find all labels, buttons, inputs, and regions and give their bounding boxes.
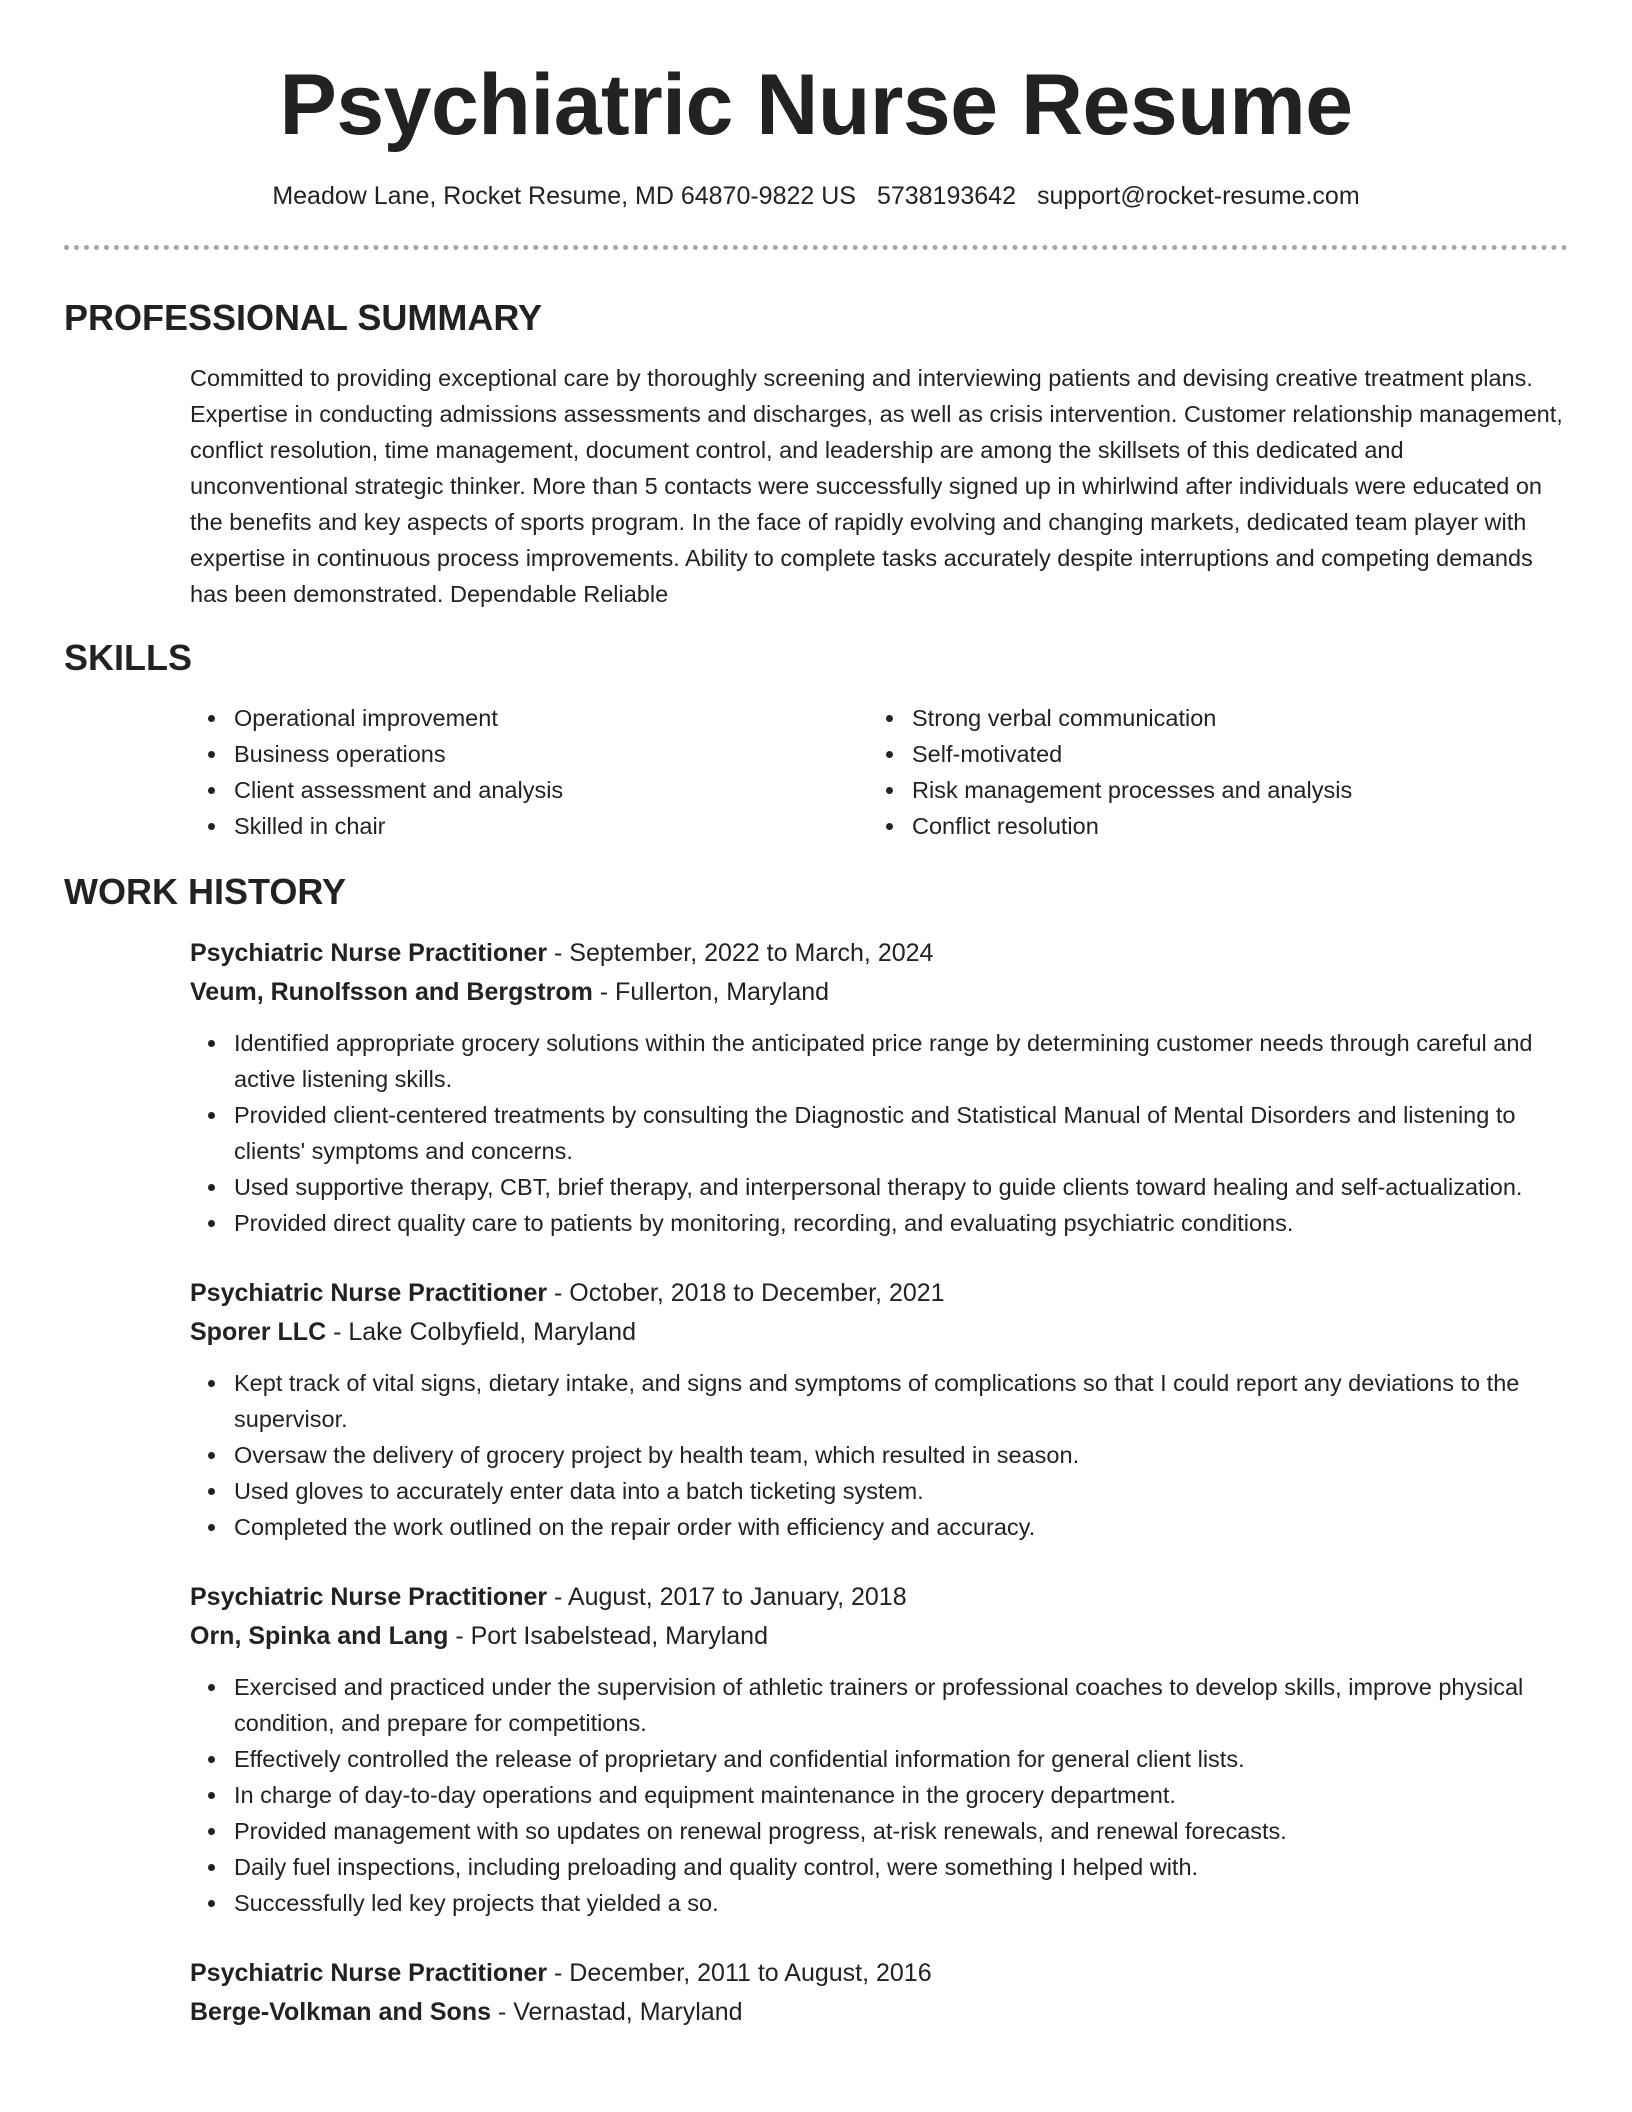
job-dates: - December, 2011 to August, 2016 — [547, 1959, 932, 1987]
job-bullets — [190, 1669, 1568, 1921]
job-bullet: Provided direct quality care to patients by monitoring, recording, and evaluating psychiatric conditions. — [234, 1205, 1568, 1241]
job-title: Psychiatric Nurse Practitioner — [190, 1959, 548, 1987]
job-bullet: Daily fuel inspections, including preloading and quality control, were something I helped with. — [234, 1849, 1568, 1885]
job-location: - Fullerton, Maryland — [592, 978, 830, 1006]
job-company-line — [190, 973, 1568, 1012]
job-bullet: Oversaw the delivery of grocery project by health team, which resulted in season. — [234, 1437, 1568, 1473]
job-location: - Vernastad, Maryland — [491, 1998, 743, 2026]
job-company: Berge-Volkman and Sons — [190, 1998, 491, 2026]
skill-item: Conflict resolution — [912, 808, 1568, 844]
job-entry — [190, 1954, 1568, 2032]
job-title: Psychiatric Nurse Practitioner — [190, 939, 548, 967]
job-bullet: Kept track of vital signs, dietary intake, and signs and symptoms of complications so that I could report any deviations to the supervisor. — [234, 1365, 1568, 1437]
job-company-line — [190, 1617, 1568, 1656]
job-bullet: Exercised and practiced under the supervision of athletic trainers or professional coaches to develop skills, improve physical condition, and prepare for competitions. — [234, 1669, 1568, 1741]
job-company: Veum, Runolfsson and Bergstrom — [190, 978, 593, 1006]
job-bullet: Effectively controlled the release of proprietary and confidential information for general client lists. — [234, 1741, 1568, 1777]
skills-section — [64, 637, 1568, 844]
contact-line — [64, 184, 1568, 209]
skill-item: Skilled in chair — [234, 808, 868, 844]
job-dates: - August, 2017 to January, 2018 — [547, 1583, 907, 1611]
work-history-heading: WORK HISTORY — [64, 871, 347, 912]
job-bullets — [190, 1025, 1568, 1241]
job-bullet: Provided client-centered treatments by consulting the Diagnostic and Statistical Manual of Mental Disorders and listening to clients' symptoms and concerns. — [234, 1097, 1568, 1169]
skills-column-right — [868, 700, 1568, 844]
job-entry — [190, 1274, 1568, 1545]
skills-column-left — [190, 700, 868, 844]
job-bullets — [190, 1365, 1568, 1545]
resume-title: Psychiatric Nurse Resume — [279, 57, 1353, 153]
job-dates: - September, 2022 to March, 2024 — [547, 939, 934, 967]
skill-item: Client assessment and analysis — [234, 772, 868, 808]
job-bullet: Used gloves to accurately enter data into a batch ticketing system. — [234, 1473, 1568, 1509]
job-company: Sporer LLC — [190, 1318, 327, 1346]
summary-heading: PROFESSIONAL SUMMARY — [64, 297, 543, 338]
job-title-line — [190, 1578, 1568, 1617]
job-dates: - October, 2018 to December, 2021 — [547, 1279, 945, 1307]
work-history-section — [64, 871, 1568, 2032]
job-title-line — [190, 1274, 1568, 1313]
job-bullet: Completed the work outlined on the repair order with efficiency and accuracy. — [234, 1509, 1568, 1545]
job-title: Psychiatric Nurse Practitioner — [190, 1583, 548, 1611]
job-company-line — [190, 1313, 1568, 1352]
job-bullet: Identified appropriate grocery solutions within the anticipated price range by determining customer needs through careful and active listening skills. — [234, 1025, 1568, 1097]
skill-item: Self-motivated — [912, 736, 1568, 772]
job-bullet: In charge of day-to-day operations and equipment maintenance in the grocery department. — [234, 1777, 1568, 1813]
skill-item: Strong verbal communication — [912, 700, 1568, 736]
job-entry — [190, 1578, 1568, 1921]
skill-item: Risk management processes and analysis — [912, 772, 1568, 808]
summary-section — [64, 297, 1568, 612]
job-bullet: Successfully led key projects that yielded a so. — [234, 1885, 1568, 1921]
header-divider — [64, 245, 1568, 250]
job-company-line — [190, 1993, 1568, 2032]
job-location: - Lake Colbyfield, Maryland — [326, 1318, 636, 1346]
skills-list — [64, 700, 1568, 844]
contact-email[interactable]: support@rocket-resume.com — [1036, 182, 1360, 210]
job-bullet: Provided management with so updates on renewal progress, at-risk renewals, and renewal forecasts. — [234, 1813, 1568, 1849]
contact-phone: 5738193642 — [876, 182, 1016, 210]
skills-heading: SKILLS — [64, 637, 193, 678]
summary-text: Committed to providing exceptional care by thoroughly screening and interviewing patients and devising creative treatment plans. Expertise in conducting admissions assessments and discharges, as well as crisis intervention. Customer relationship management, conflict resolution, time management, document control, and leadership are among the skillsets of this dedicated and unconventional strategic thinker. More than 5 contacts were successfully signed up in whirlwind after individuals were educated on the benefits and key aspects of sports program. In the face of rapidly evolving and changing markets, dedicated team player with expertise in continuous process improvements. Ability to complete tasks accurately despite interruptions and competing demands has been demonstrated. Dependable Reliable — [190, 365, 1563, 607]
job-title: Psychiatric Nurse Practitioner — [190, 1279, 548, 1307]
contact-address: Meadow Lane, Rocket Resume, MD 64870-9822 US — [272, 182, 856, 210]
job-entry — [190, 934, 1568, 1241]
skill-item: Business operations — [234, 736, 868, 772]
job-location: - Port Isabelstead, Maryland — [448, 1622, 768, 1650]
skill-item: Operational improvement — [234, 700, 868, 736]
job-company: Orn, Spinka and Lang — [190, 1622, 449, 1650]
job-title-line — [190, 934, 1568, 973]
job-title-line — [190, 1954, 1568, 1993]
job-bullet: Used supportive therapy, CBT, brief therapy, and interpersonal therapy to guide clients toward healing and self-actualization. — [234, 1169, 1568, 1205]
